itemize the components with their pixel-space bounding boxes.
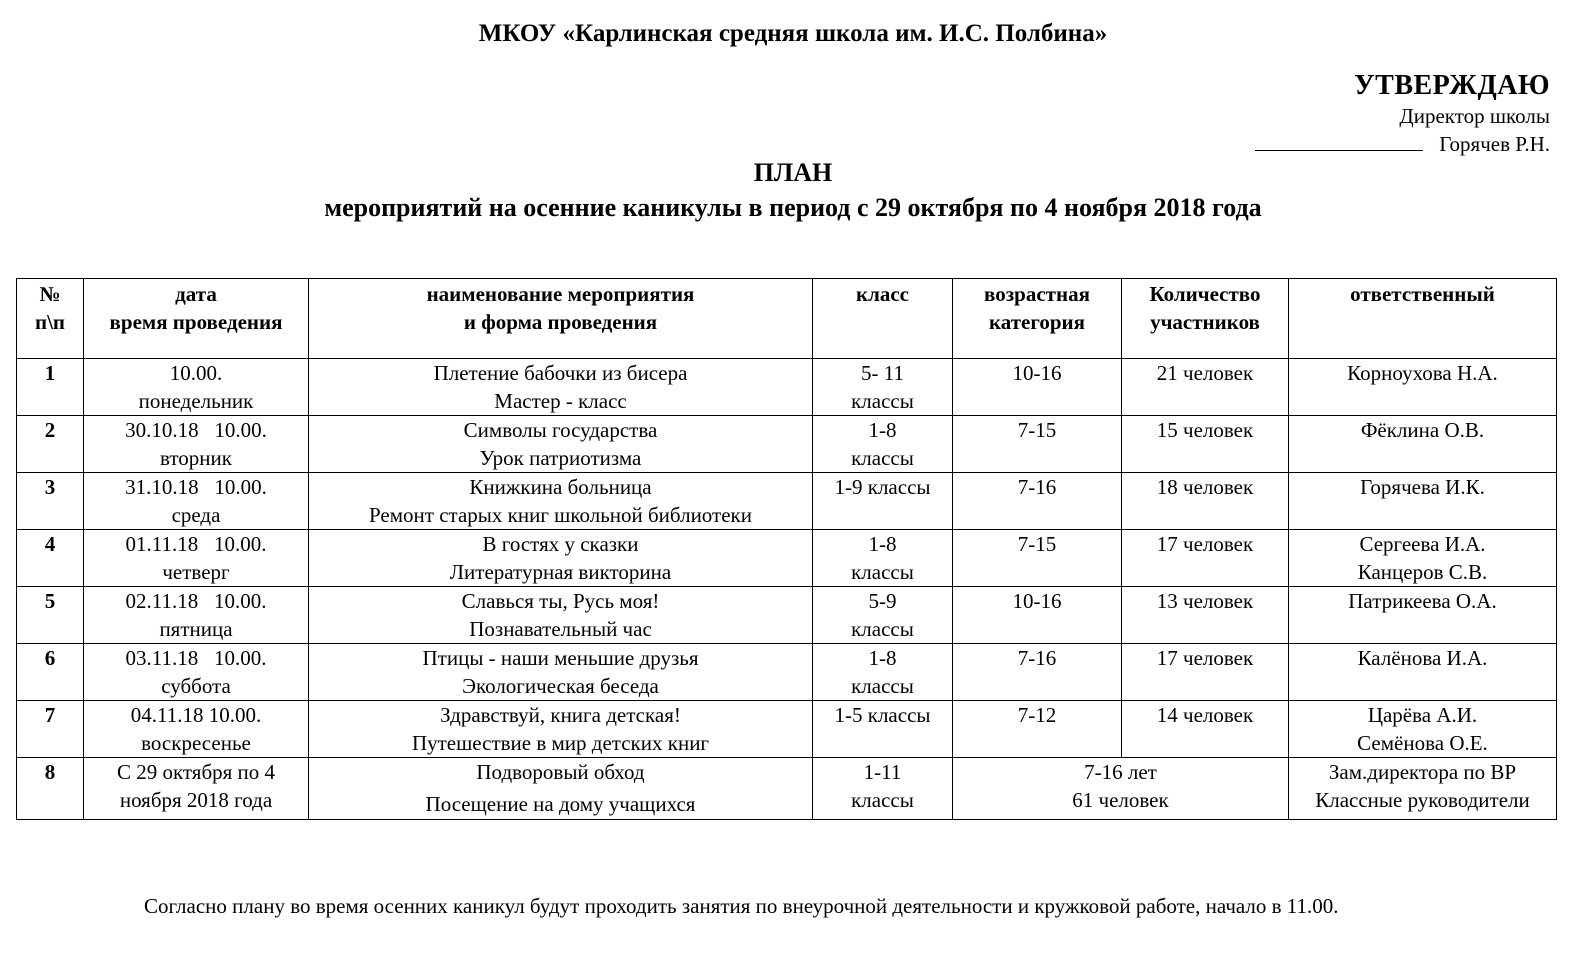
- cell-number: 3: [17, 473, 84, 530]
- cell-age: 7-15: [953, 530, 1122, 587]
- table-row: [17, 530, 1557, 587]
- cell-responsible: Горячева И.К.: [1289, 473, 1557, 530]
- header-date: дата время проведения: [84, 279, 309, 359]
- cell-number: 8: [17, 758, 84, 820]
- signature-blank: [1255, 132, 1423, 151]
- cell-age: 7-12: [953, 701, 1122, 758]
- table-row: [17, 701, 1557, 758]
- cell-number: 7: [17, 701, 84, 758]
- cell-age: 7-15: [953, 416, 1122, 473]
- cell-count: 13 человек: [1122, 587, 1289, 644]
- cell-responsible: Зам.директора по ВР Классные руководители: [1289, 758, 1557, 820]
- table-row: [17, 416, 1557, 473]
- cell-count: 17 человек: [1122, 530, 1289, 587]
- events-table: [16, 278, 1557, 820]
- title-line-2: мероприятий на осенние каникулы в период с 29 октября по 4 ноября 2018 года: [324, 193, 1262, 222]
- cell-event: Плетение бабочки из бисера Мастер - класс: [309, 359, 813, 416]
- table-body-summary: [17, 758, 1557, 820]
- cell-count: 18 человек: [1122, 473, 1289, 530]
- table-row: [17, 587, 1557, 644]
- cell-class: 1-11 классы: [813, 758, 953, 820]
- approval-name: Горячев Р.Н.: [1439, 132, 1550, 156]
- cell-responsible: Царёва А.И. Семёнова О.Е.: [1289, 701, 1557, 758]
- cell-age: 7-16: [953, 644, 1122, 701]
- header-event: наименование мероприятия и форма проведения: [309, 279, 813, 359]
- cell-number: 4: [17, 530, 84, 587]
- header-number: № п\п: [17, 279, 84, 359]
- cell-event: Птицы - наши меньшие друзья Экологическая беседа: [309, 644, 813, 701]
- cell-event: Символы государства Урок патриотизма: [309, 416, 813, 473]
- cell-count: 21 человек: [1122, 359, 1289, 416]
- cell-number: 6: [17, 644, 84, 701]
- cell-date: 31.10.18 10.00. среда: [84, 473, 309, 530]
- cell-event: Подворовый обход Посещение на дому учащихся: [309, 758, 813, 820]
- cell-count: 17 человек: [1122, 644, 1289, 701]
- table-row: [17, 644, 1557, 701]
- cell-count: 14 человек: [1122, 701, 1289, 758]
- table-row: [17, 359, 1557, 416]
- approval-position: Директор школы: [1399, 104, 1550, 128]
- table-row-summary: [17, 758, 1557, 820]
- cell-event: В гостях у сказки Литературная викторина: [309, 530, 813, 587]
- cell-class: 1-9 классы: [813, 473, 953, 530]
- cell-date: 02.11.18 10.00. пятница: [84, 587, 309, 644]
- cell-age: 7-16: [953, 473, 1122, 530]
- cell-date: 03.11.18 10.00. суббота: [84, 644, 309, 701]
- cell-date: 04.11.18 10.00. воскресенье: [84, 701, 309, 758]
- header-responsible: ответственный: [1289, 279, 1557, 359]
- cell-class: 5- 11 классы: [813, 359, 953, 416]
- school-name: МКОУ «Карлинская средняя школа им. И.С. Полбина»: [478, 20, 1108, 47]
- header-count: Количество участников: [1122, 279, 1289, 359]
- cell-event: Славься ты, Русь моя! Познавательный час: [309, 587, 813, 644]
- cell-count: 15 человек: [1122, 416, 1289, 473]
- cell-number: 1: [17, 359, 84, 416]
- cell-event: Книжкина больница Ремонт старых книг школьной библиотеки: [309, 473, 813, 530]
- cell-responsible: Корноухова Н.А.: [1289, 359, 1557, 416]
- cell-class: 1-5 классы: [813, 701, 953, 758]
- cell-age: 10-16: [953, 587, 1122, 644]
- table-row: [17, 473, 1557, 530]
- footer-note: Согласно плану во время осенних каникул будут проходить занятия по внеурочной деятельности и кружковой работе, начало в 11.00.: [144, 894, 1339, 918]
- table-header-row: [17, 279, 1557, 359]
- cell-class: 5-9 классы: [813, 587, 953, 644]
- cell-class: 1-8 классы: [813, 416, 953, 473]
- cell-date: 30.10.18 10.00. вторник: [84, 416, 309, 473]
- approval-signature-line: [1255, 130, 1550, 158]
- cell-number: 5: [17, 587, 84, 644]
- document-title: [0, 155, 1586, 225]
- cell-age-count: 7-16 лет 61 человек: [953, 758, 1289, 820]
- cell-responsible: Фёклина О.В.: [1289, 416, 1557, 473]
- cell-date: 10.00. понедельник: [84, 359, 309, 416]
- cell-responsible: Патрикеева О.А.: [1289, 587, 1557, 644]
- cell-date: С 29 октября по 4 ноября 2018 года: [84, 758, 309, 820]
- cell-class: 1-8 классы: [813, 644, 953, 701]
- cell-event: Здравствуй, книга детская! Путешествие в мир детских книг: [309, 701, 813, 758]
- cell-class: 1-8 классы: [813, 530, 953, 587]
- cell-number: 2: [17, 416, 84, 473]
- header-class: класс: [813, 279, 953, 359]
- approval-word: УТВЕРЖДАЮ: [1354, 70, 1550, 101]
- cell-responsible: Калёнова И.А.: [1289, 644, 1557, 701]
- table-body: [17, 359, 1557, 758]
- cell-date: 01.11.18 10.00. четверг: [84, 530, 309, 587]
- header-age: возрастная категория: [953, 279, 1122, 359]
- cell-responsible: Сергеева И.А. Канцеров С.В.: [1289, 530, 1557, 587]
- approval-block: [1255, 70, 1550, 158]
- title-line-1: ПЛАН: [753, 158, 833, 187]
- cell-age: 10-16: [953, 359, 1122, 416]
